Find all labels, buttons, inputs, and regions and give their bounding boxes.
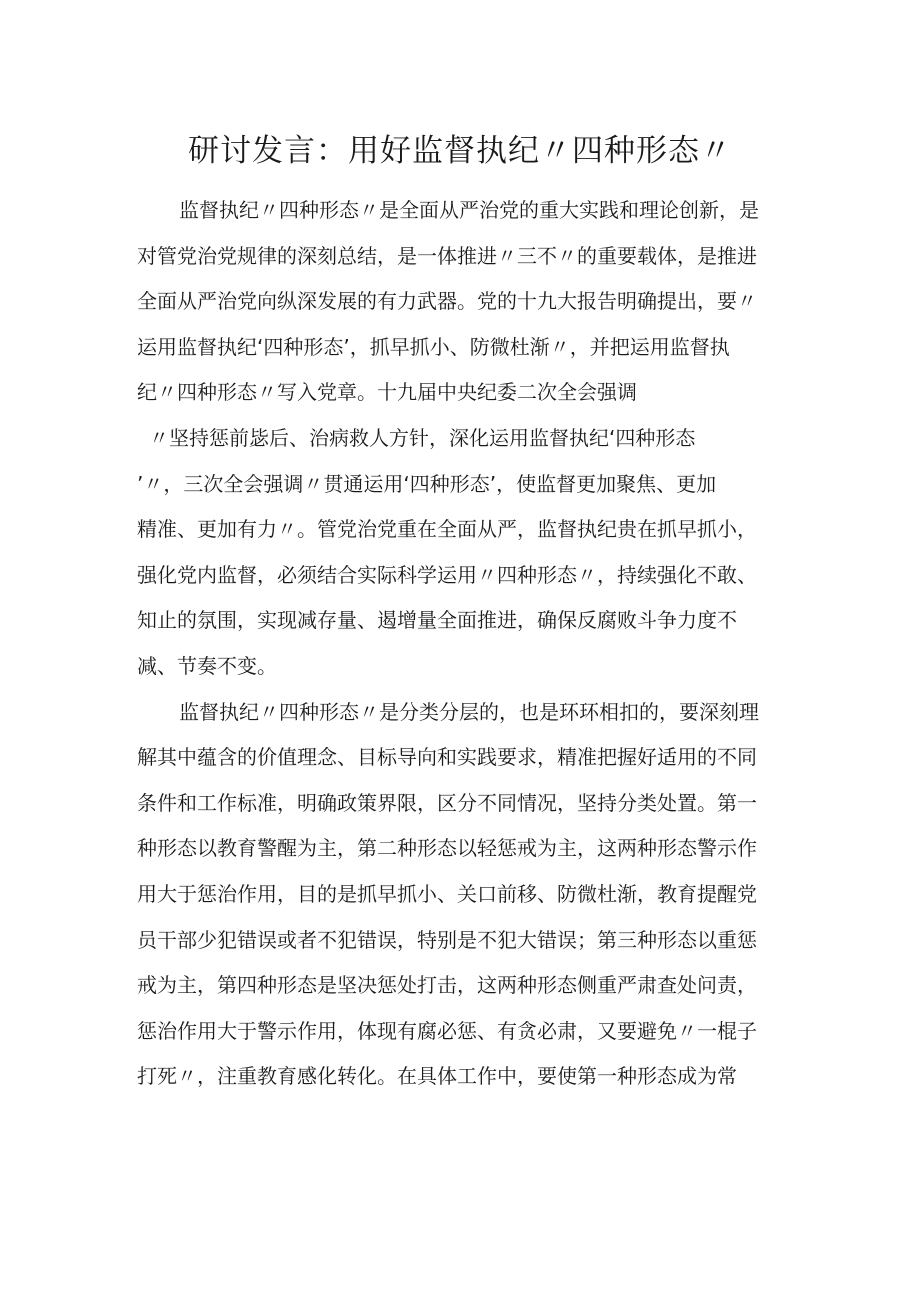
text-line: 对管党治党规律的深刻总结，是一体推进〃三不〃的重要载体，是推进 (137, 243, 757, 268)
text-line: 员干部少犯错误或者不犯错误，特别是不犯大错误；第三种形态以重惩 (137, 927, 757, 952)
text-line: 监督执纪〃四种形态〃是分类分层的，也是环环相扣的，要深刻理 (179, 699, 759, 724)
text-line: 条件和工作标准，明确政策界限，区分不同情况，坚持分类处置。第一 (137, 790, 757, 815)
text-line: 打死〃，注重教育感化转化。在具体工作中，要使第一种形态成为常 (137, 1064, 737, 1089)
text-line: 种形态以教育警醒为主，第二种形态以轻惩戒为主，这两种形态警示作 (137, 836, 757, 861)
text-line: 知止的氛围，实现减存量、遏增量全面推进，确保反腐败斗争力度不 (137, 608, 737, 633)
text-line: 惩治作用大于警示作用，体现有腐必惩、有贪必肃，又要避免〃一棍子 (137, 1018, 757, 1043)
text-line: 全面从严治党向纵深发展的有力武器。党的十九大报告明确提出，要〃 (137, 289, 757, 314)
text-line: 运用监督执纪‘四种形态’，抓早抓小、防微杜渐〃，并把运用监督执 (137, 334, 730, 359)
text-line: 强化党内监督，必须结合实际科学运用〃四种形态〃，持续强化不敢、 (137, 562, 757, 587)
document-body (137, 188, 777, 1100)
document-title: 研讨发言：用好监督执纪〃四种形态〃 (188, 133, 732, 169)
text-line: 〃坚持惩前毖后、治病救人方针，深化运用监督执纪‘四种形态 (149, 425, 696, 450)
text-line: 戒为主，第四种形态是坚决惩处打击，这两种形态侧重严肃查处问责， (137, 973, 757, 998)
text-line: 纪〃四种形态〃写入党章。十九届中央纪委二次全会强调 (137, 380, 637, 405)
text-line: 监督执纪〃四种形态〃是全面从严治党的重大实践和理论创新，是 (179, 198, 759, 222)
text-line: 精准、更加有力〃。管党治党重在全面从严，监督执纪贵在抓早抓小， (137, 517, 757, 542)
text-line: 减、节奏不变。 (137, 653, 277, 678)
text-line: ’〃，三次全会强调〃贯通运用‘四种形态’，使监督更加聚焦、更加 (137, 471, 717, 496)
text-line: 解其中蕴含的价值理念、目标导向和实践要求，精准把握好适用的不同 (137, 745, 757, 770)
text-line: 用大于惩治作用，目的是抓早抓小、关口前移、防微杜渐，教育提醒党 (137, 881, 757, 906)
